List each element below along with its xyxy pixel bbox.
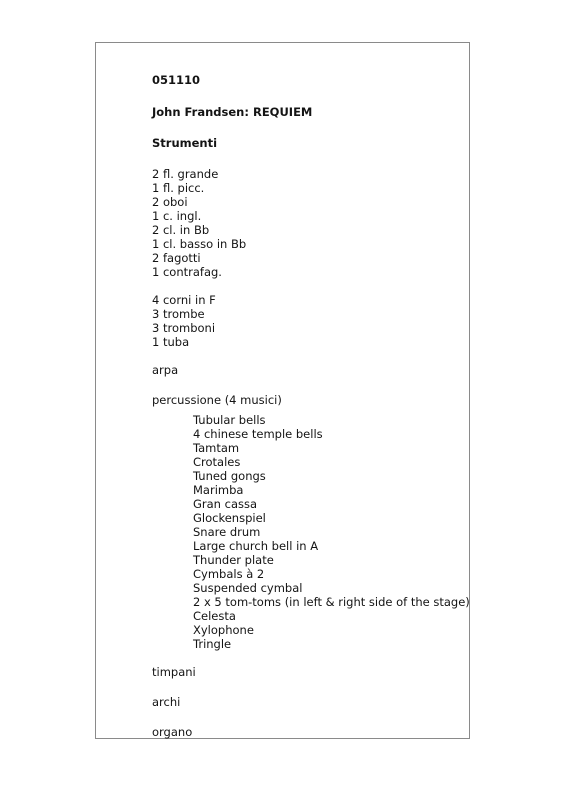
list-item: Gran cassa bbox=[193, 497, 258, 511]
list-item: 1 contrafag. bbox=[152, 265, 222, 279]
list-item: Xylophone bbox=[193, 623, 254, 637]
brass-list bbox=[152, 293, 462, 349]
list-item: 2 cl. in Bb bbox=[152, 223, 210, 237]
list-item: Glockenspiel bbox=[193, 511, 266, 525]
list-item: Tamtam bbox=[193, 441, 240, 455]
woodwinds-list bbox=[152, 167, 462, 279]
list-item: Celesta bbox=[193, 609, 236, 623]
list-item: 4 chinese temple bells bbox=[193, 427, 323, 441]
list-item: 3 trombe bbox=[152, 307, 205, 321]
section-heading: Strumenti bbox=[152, 136, 218, 150]
list-item: 1 tuba bbox=[152, 335, 190, 349]
list-item: 1 fl. picc. bbox=[152, 181, 205, 195]
list-item: Suspended cymbal bbox=[193, 581, 303, 595]
list-item: 1 cl. basso in Bb bbox=[152, 237, 247, 251]
list-item: Snare drum bbox=[193, 525, 261, 539]
document-code: 051110 bbox=[152, 73, 201, 87]
list-item: Tringle bbox=[193, 637, 232, 651]
list-item: Tubular bells bbox=[193, 413, 266, 427]
percussion-list bbox=[152, 413, 470, 651]
list-item: 2 oboi bbox=[152, 195, 188, 209]
list-item: 4 corni in F bbox=[152, 293, 216, 307]
list-item: Cymbals à 2 bbox=[193, 567, 265, 581]
list-item: Crotales bbox=[193, 455, 241, 469]
organ-label: organo bbox=[152, 725, 193, 739]
list-item: 2 fl. grande bbox=[152, 167, 219, 181]
list-item: Tuned gongs bbox=[193, 469, 266, 483]
harp-label: arpa bbox=[152, 363, 179, 377]
list-item: Marimba bbox=[193, 483, 244, 497]
percussion-heading: percussione (4 musici) bbox=[152, 393, 282, 407]
document-title: John Frandsen: REQUIEM bbox=[152, 105, 313, 119]
list-item: 2 fagotti bbox=[152, 251, 201, 265]
timpani-label: timpani bbox=[152, 665, 196, 679]
list-item: 1 c. ingl. bbox=[152, 209, 202, 223]
percussion-section bbox=[152, 393, 470, 651]
strings-label: archi bbox=[152, 695, 181, 709]
list-item: Large church bell in A bbox=[193, 539, 319, 553]
document-body bbox=[152, 73, 470, 755]
list-item: 3 tromboni bbox=[152, 321, 216, 335]
list-item: 2 x 5 tom-toms (in left & right side of the stage) bbox=[193, 595, 470, 609]
list-item: Thunder plate bbox=[193, 553, 274, 567]
